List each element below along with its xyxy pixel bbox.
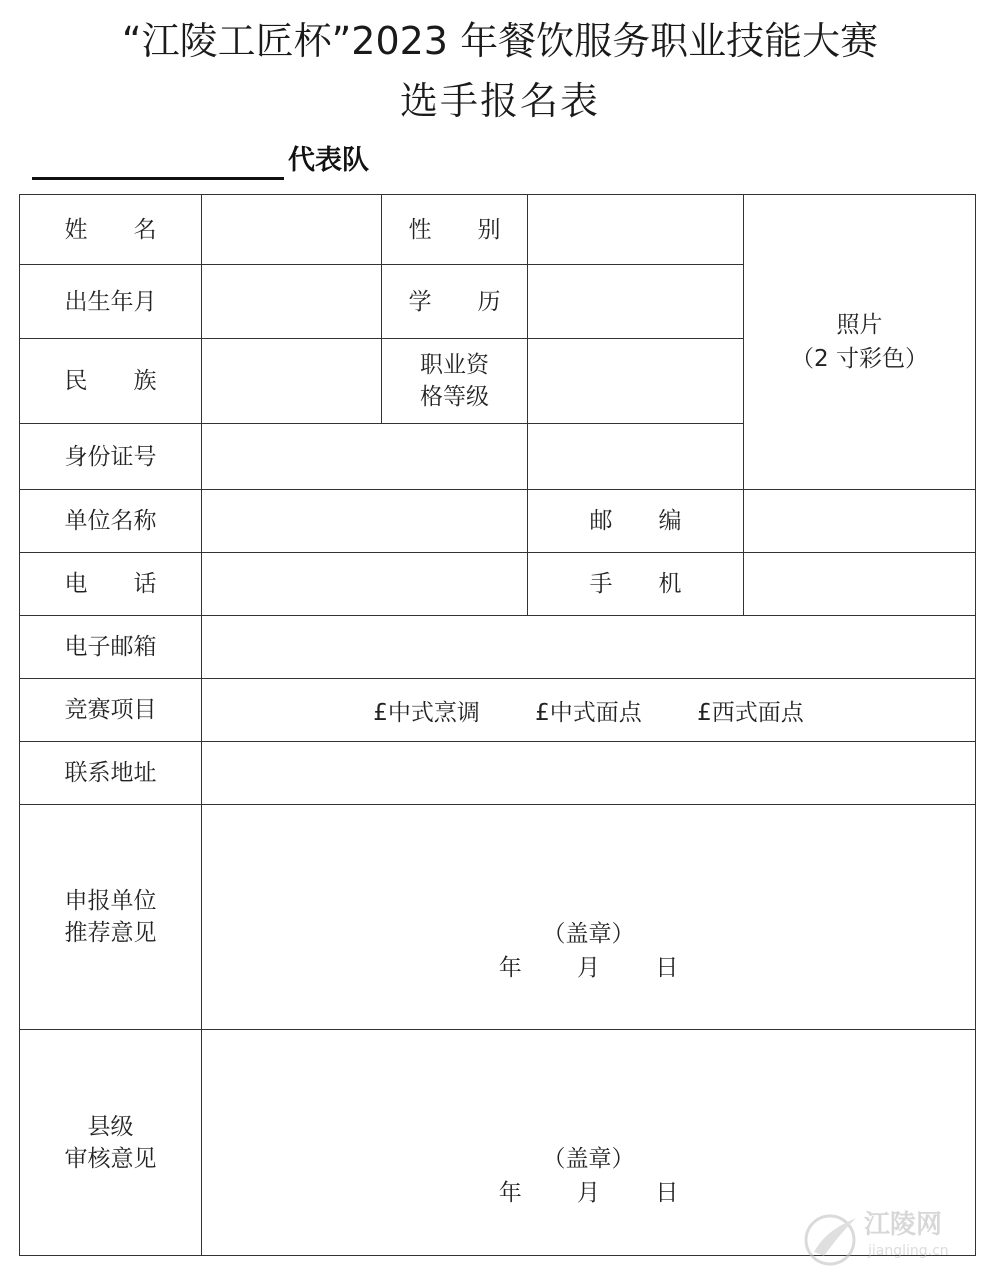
photo-box[interactable] [744, 195, 976, 490]
field-ethnicity[interactable] [202, 339, 382, 424]
event-option-western-pastry[interactable]: £西式面点 [697, 699, 804, 726]
label-ethnicity: 民 族 [20, 339, 202, 424]
field-phone[interactable] [202, 553, 528, 616]
field-work-unit[interactable] [202, 490, 528, 553]
seal-label: （盖章） [542, 1146, 635, 1172]
label-gender: 性 别 [382, 195, 528, 265]
page-title: “江陵工匠杯”2023 年餐饮服务职业技能大赛 [121, 19, 879, 63]
month-label: 月 [577, 955, 600, 981]
day-label: 日 [655, 1180, 679, 1206]
label-phone: 电 话 [20, 553, 202, 616]
team-name-blank[interactable] [32, 177, 284, 180]
year-label: 年 [498, 955, 522, 981]
label-work-unit: 单位名称 [20, 490, 202, 553]
field-postcode[interactable] [744, 490, 976, 553]
team-suffix-label: 代表队 [288, 145, 369, 176]
date-line [202, 951, 975, 985]
event-option-chinese-cooking[interactable]: £中式烹调 [373, 699, 480, 726]
field-address[interactable] [202, 742, 976, 805]
field-email[interactable] [202, 616, 976, 679]
field-qualification[interactable] [528, 339, 744, 424]
label-postcode: 邮 编 [528, 490, 744, 553]
field-education[interactable] [528, 265, 744, 339]
year-label: 年 [498, 1180, 522, 1206]
field-event [202, 679, 976, 742]
photo-label: 照片 [836, 312, 883, 338]
label-id-number: 身份证号 [20, 424, 202, 490]
field-gender[interactable] [528, 195, 744, 265]
field-recommendation[interactable] [202, 805, 976, 1030]
field-id-number[interactable] [202, 424, 528, 490]
page-subtitle: 选手报名表 [399, 79, 600, 123]
field-birth[interactable] [202, 265, 382, 339]
label-qualification: 职业资 格等级 [382, 339, 528, 424]
seal-label: （盖章） [542, 921, 635, 947]
site-watermark [798, 1204, 988, 1274]
field-mobile[interactable] [744, 553, 976, 616]
event-option-chinese-pastry[interactable]: £中式面点 [535, 699, 642, 726]
label-county-review: 县级 审核意见 [20, 1030, 202, 1256]
photo-size-note: （2 寸彩色） [791, 346, 928, 372]
label-name: 姓 名 [20, 195, 202, 265]
field-id-number-extra[interactable] [528, 424, 744, 490]
month-label: 月 [577, 1180, 600, 1206]
label-education: 学 历 [382, 265, 528, 339]
label-event: 竞赛项目 [20, 679, 202, 742]
label-mobile: 手 机 [528, 553, 744, 616]
registration-form-table [19, 194, 976, 1256]
label-address: 联系地址 [20, 742, 202, 805]
field-name[interactable] [202, 195, 382, 265]
label-birth: 出生年月 [20, 265, 202, 339]
label-recommendation: 申报单位 推荐意见 [20, 805, 202, 1030]
watermark-logo-icon [798, 1204, 868, 1274]
watermark-text: 江陵网 [864, 1210, 943, 1240]
day-label: 日 [655, 955, 679, 981]
label-email: 电子邮箱 [20, 616, 202, 679]
watermark-domain: jiangling.cn [868, 1243, 949, 1259]
